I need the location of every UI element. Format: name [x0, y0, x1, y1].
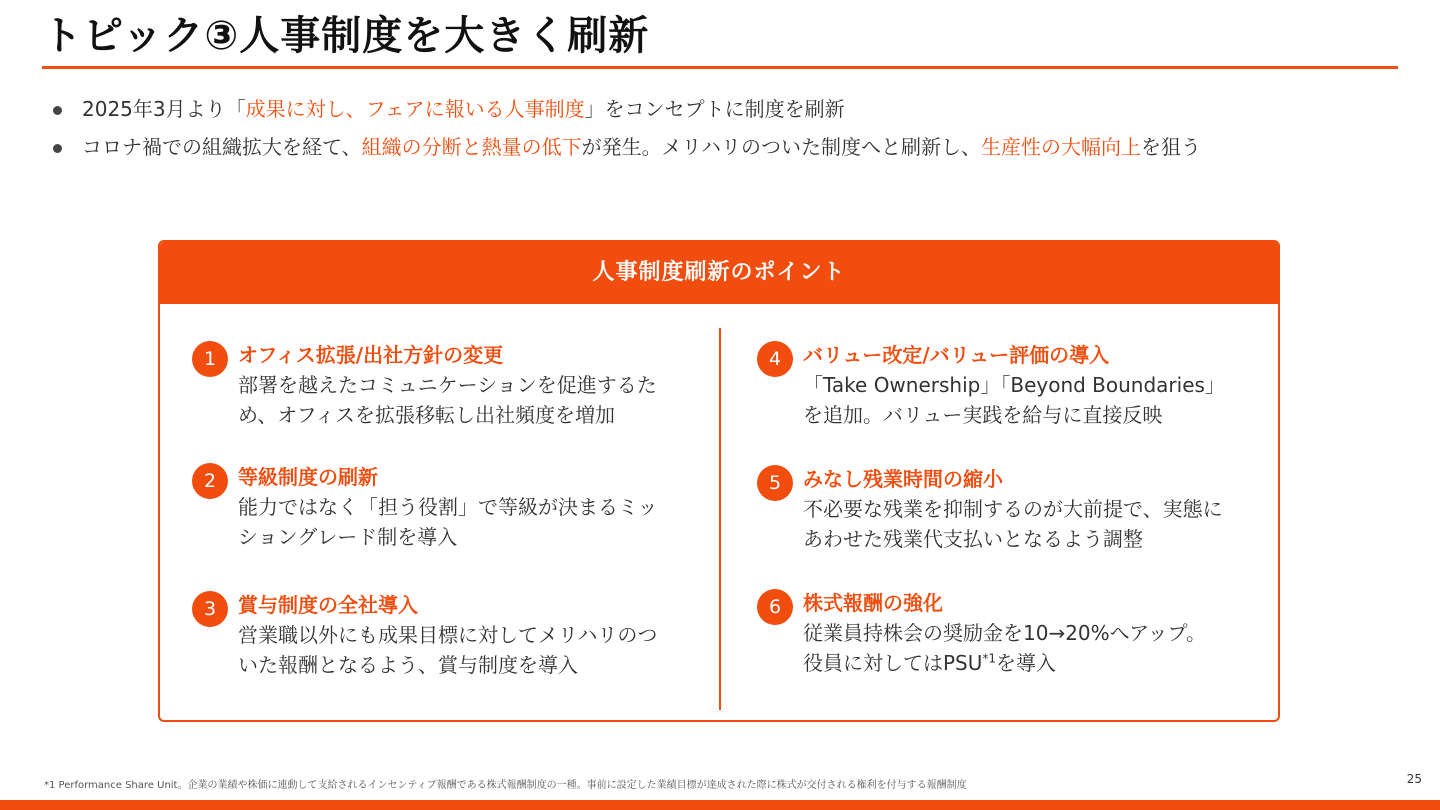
- number-badge: 5: [757, 465, 793, 501]
- point-title: バリュー改定/バリュー評価の導入: [803, 343, 1110, 367]
- point-title: 株式報酬の強化: [803, 591, 943, 615]
- number-badge: 1: [192, 341, 228, 377]
- reform-points-panel: [158, 240, 1280, 722]
- bullet-text: を狙う: [1141, 135, 1202, 159]
- point-line: を追加。バリュー実践を給与に直接反映: [803, 403, 1163, 427]
- point-description: [238, 492, 662, 552]
- point-description: [803, 494, 1227, 554]
- point-description: [803, 370, 1227, 430]
- bottom-accent-bar: [0, 800, 1440, 810]
- footnote: *1 Performance Share Unit。企業の業績や株価に連動して支給されるインセンティブ報酬である株式報酬制度の一種。事前に設定した業績目標が達成された際に株式が交付される権利を付与する報酬制度: [44, 780, 967, 791]
- bullet-text: 2025年3月より「: [82, 97, 246, 121]
- footnote-marker: *1: [982, 651, 997, 666]
- page-number: 25: [1406, 772, 1422, 786]
- point-line: め、オフィスを拡張移転し出社頻度を増加: [238, 403, 615, 427]
- number-badge: 6: [757, 589, 793, 625]
- page-title: トピック③人事制度を大きく刷新: [42, 13, 650, 59]
- point-line: 「Take Ownership」「Beyond Boundaries」: [803, 373, 1225, 397]
- number-badge: 2: [192, 463, 228, 499]
- point-title: 賞与制度の全社導入: [238, 593, 418, 617]
- point-line: いた報酬となるよう、賞与制度を導入: [238, 653, 578, 677]
- point-item: [192, 340, 662, 430]
- panel-header: 人事制度刷新のポイント: [160, 242, 1278, 304]
- bullet-item: [50, 90, 1410, 128]
- point-line: [803, 648, 1227, 678]
- bullet-highlight: 成果に対し、フェアに報いる人事制度: [245, 97, 585, 121]
- point-item: [757, 464, 1227, 554]
- point-item: [757, 588, 1227, 678]
- bullet-item: [50, 128, 1410, 166]
- point-item: [757, 340, 1227, 430]
- bullet-dot-icon: [53, 106, 62, 115]
- point-item: [192, 462, 662, 552]
- point-title: オフィス拡張/出社方針の変更: [238, 343, 504, 367]
- number-badge: 4: [757, 341, 793, 377]
- point-title: みなし残業時間の縮小: [803, 467, 1003, 491]
- point-description: [238, 620, 662, 680]
- point-description: [803, 618, 1227, 678]
- point-description: [238, 370, 662, 430]
- title-underline: [42, 66, 1398, 69]
- point-item: [192, 590, 662, 680]
- summary-bullets: [50, 90, 1410, 166]
- point-line: あわせた残業代支払いとなるよう調整: [803, 527, 1143, 551]
- bullet-highlight: 生産性の大幅向上: [981, 135, 1142, 159]
- point-line: 部署を越えたコミュニケーションを促進するた: [238, 373, 657, 397]
- point-line-text: を導入: [996, 651, 1057, 675]
- bullet-dot-icon: [53, 144, 62, 153]
- point-line: 営業職以外にも成果目標に対してメリハリのつ: [238, 623, 658, 647]
- point-line: 従業員持株会の奨励金を10→20%へアップ。: [803, 621, 1207, 645]
- point-line: 能力ではなく「担う役割」で等級が決まるミッ: [238, 495, 658, 519]
- point-line: 不必要な残業を抑制するのが大前提で、実態に: [803, 497, 1223, 521]
- bullet-text: 」をコンセプトに制度を刷新: [584, 97, 845, 121]
- bullet-text: が発生。メリハリのついた制度へと刷新し、: [581, 135, 982, 159]
- point-title: 等級制度の刷新: [238, 465, 378, 489]
- point-line: ショングレード制を導入: [238, 525, 458, 549]
- bullet-highlight: 組織の分断と熱量の低下: [361, 135, 582, 159]
- number-badge: 3: [192, 591, 228, 627]
- bullet-text: コロナ禍での組織拡大を経て、: [82, 135, 362, 159]
- column-divider: [719, 328, 721, 710]
- point-line-text: 役員に対してはPSU: [803, 651, 983, 675]
